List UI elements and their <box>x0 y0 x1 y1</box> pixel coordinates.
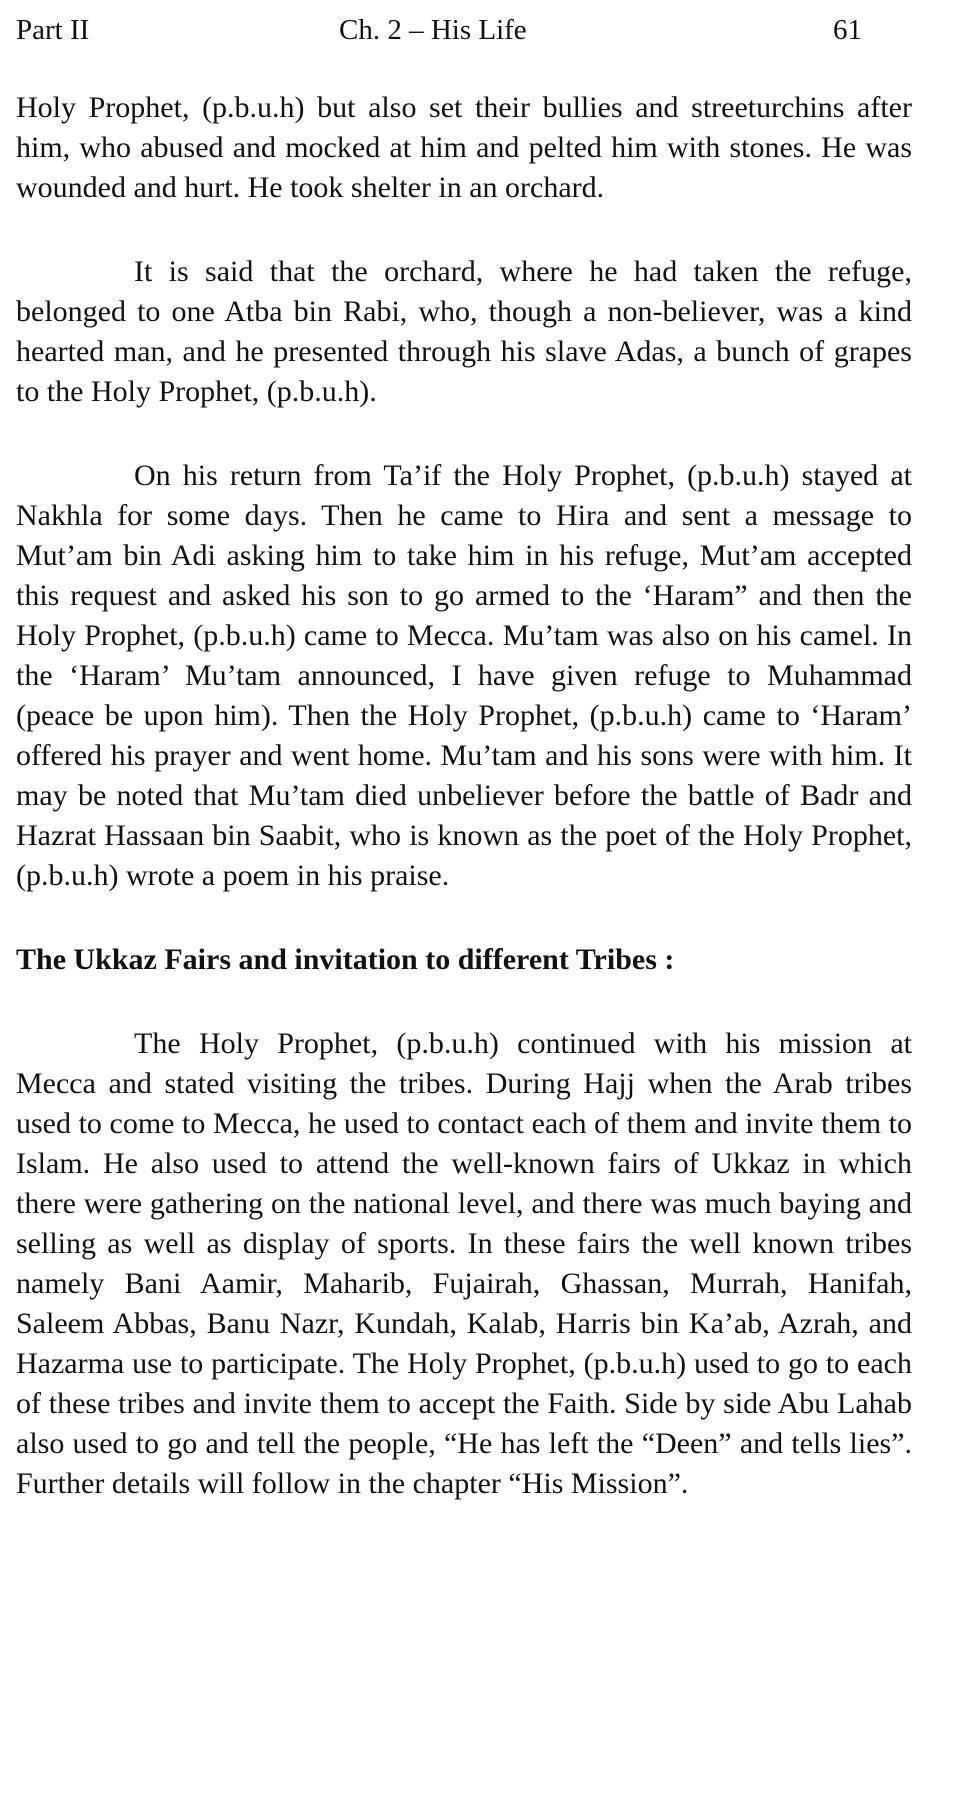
paragraph-continued: Holy Prophet, (p.b.u.h) but also set their bullies and streeturchins after him, who abused and mocked at him and pelted him with stones. He was wounded and hurt. He took shelter in an orchard. <box>16 91 912 204</box>
page-body <box>16 88 912 1504</box>
paragraph-ukkaz-fairs: The Holy Prophet, (p.b.u.h) continued with his mission at Mecca and stated visiting the tribes. During Hajj when the Arab tribes used to come to Mecca, he used to contact each of them and invite them to Islam. He also used to attend the well-known fairs of Ukkaz in which there were gathering on the national level, and there was much baying and selling as well as display of sports. In these fairs the well known tribes namely Bani Aamir, Maharib, Fujairah, Ghassan, Murrah, Hanifah, Saleem Abbas, Banu Nazr, Kundah, Kalab, Harris bin Ka’ab, Azrah, and Hazarma use to participate. The Holy Prophet, (p.b.u.h) used to go to each of these tribes and invite them to accept the Faith. Side by side Abu Lahab also used to go and tell the people, “He has left the “Deen” and tells lies”. Further details will follow in the chapter “His Mission”. <box>16 1027 912 1500</box>
paragraph-gap <box>16 412 912 456</box>
running-header <box>16 8 912 52</box>
paragraph-gap <box>16 208 912 252</box>
page-number: 61 <box>833 14 862 46</box>
paragraph-gap <box>16 980 912 1024</box>
paragraph-gap <box>16 896 912 940</box>
section-heading: The Ukkaz Fairs and invitation to different Tribes : <box>16 943 675 976</box>
paragraph-return-from-taif: On his return from Ta’if the Holy Prophet, (p.b.u.h) stayed at Nakhla for some days. Then he came to Hira and sent a message to Mut’am bin Adi asking him to take him in his refuge, Mut’am accepted this request and asked his son to go armed to the ‘Haram” and then the Holy Prophet, (p.b.u.h) came to Mecca. Mu’tam was also on his camel. In the ‘Haram’ Mu’tam announced, I have given refuge to Muhammad (peace be upon him). Then the Holy Prophet, (p.b.u.h) came to ‘Haram’ offered his prayer and went home. Mu’tam and his sons were with him. It may be noted that Mu’tam died unbeliever before the battle of Badr and Hazrat Hassaan bin Saabit, who is known as the poet of the Holy Prophet, (p.b.u.h) wrote a poem in his praise. <box>16 459 912 892</box>
paragraph-orchard: It is said that the orchard, where he had taken the refuge, belonged to one Atba bin Rabi, who, though a non-believer, was a kind hearted man, and he presented through his slave Adas, a bunch of grapes to the Holy Prophet, (p.b.u.h). <box>16 255 912 408</box>
chapter-title: Ch. 2 – His Life <box>339 14 527 46</box>
part-label: Part II <box>16 14 90 46</box>
